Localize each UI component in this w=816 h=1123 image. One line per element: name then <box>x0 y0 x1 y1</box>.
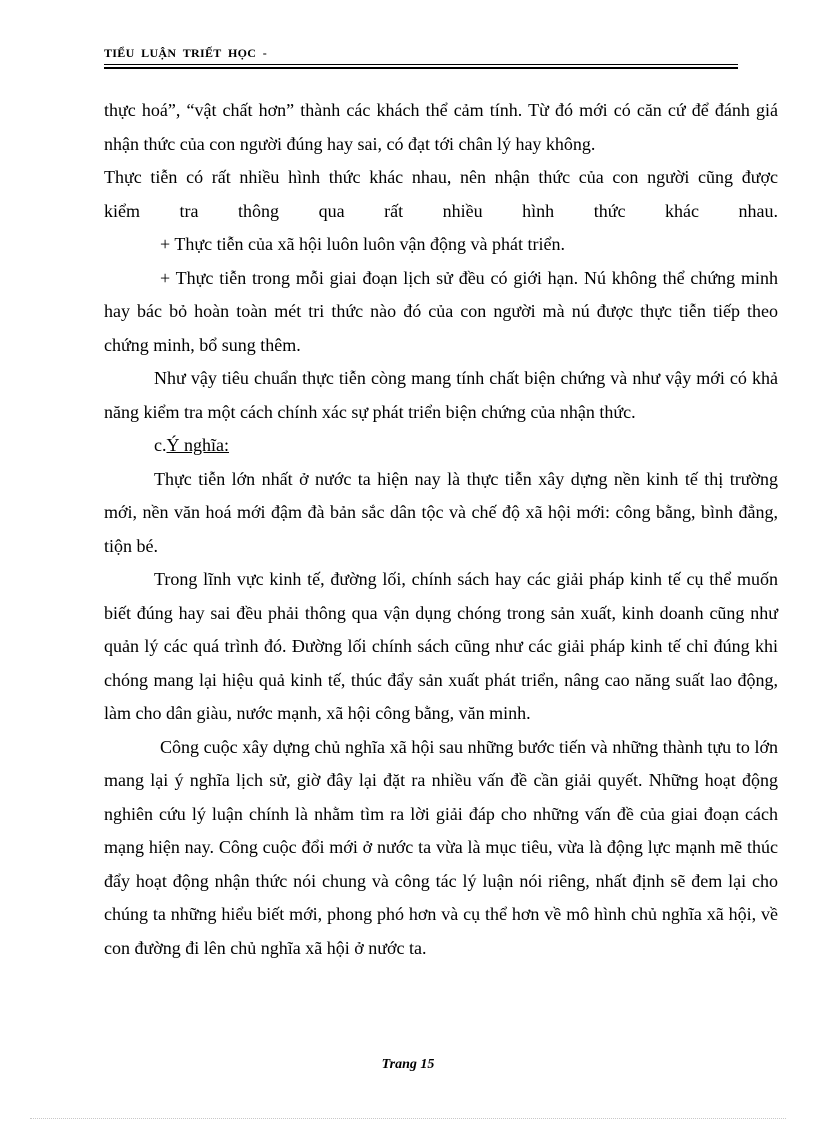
header-rule-thin <box>104 64 738 65</box>
document-body <box>104 94 778 965</box>
paragraph-5: + Thực tiễn trong mỗi giai đoạn lịch sử đều có giới hạn. Nú không thể chứng minh hay bác bỏ hoàn toàn mét tri thức nào đó của con người mà nú được thực tiễn tiếp theo chứng minh, bổ sung thêm. <box>104 267 778 355</box>
page-number: Trang 15 <box>381 1057 435 1072</box>
paragraph-9: Công cuộc xây dựng chủ nghĩa xã hội sau những bước tiến và những thành tựu to lớn mang lại ý nghĩa lịch sử, giờ đây lại đặt ra nhiều vấn đề cần giải quyết. Những hoạt động nghiên cứu lý luận chính là nhằm tìm ra lời giải đáp cho những vấn đề của giai đoạn cách mạng hiện nay. Công cuộc đổi mới ở nước ta vừa là mục tiêu, vừa là động lực mạnh mẽ thúc đẩy hoạt động nhận thức nói chung và công tác lý luận nói riêng, nhất định sẽ đem lại cho chúng ta những hiểu biết mới, phong phó hơn và cụ thể hơn về mô hình chủ nghĩa xã hội, về con đường đi lên chủ nghĩa xã hội ở nước ta. <box>104 736 778 958</box>
section-heading <box>104 429 778 463</box>
paragraph-2: Thực tiễn có rất nhiều hình thức khác nhau, nên nhận thức của con người cũng được <box>104 167 778 187</box>
section-title: Ý nghĩa: <box>166 435 229 455</box>
paragraph-6: Như vậy tiêu chuẩn thực tiễn còng mang tính chất biện chứng và như vậy mới có khả năng kiểm tra một cách chính xác sự phát triển biện chứng của nhận thức. <box>104 368 778 422</box>
paragraph-7: Thực tiễn lớn nhất ở nước ta hiện nay là thực tiễn xây dựng nền kinh tế thị trường mới, nền văn hoá mới đậm đà bản sắc dân tộc và chế độ xã hội mới: công bằng, bình đẳng, tiộn bé. <box>104 468 778 556</box>
page-bottom-dotted-border <box>30 1118 786 1119</box>
paragraph-8: Trong lĩnh vực kinh tế, đường lối, chính sách hay các giải pháp kinh tế cụ thể muốn biết đúng hay sai đều phải thông qua vận dụng chóng trong sản xuất, kinh doanh cũng như quản lý các quá trình đó. Đường lối chính sách cũng như các giải pháp kinh tế chỉ đúng khi chóng mang lại hiệu quả kinh tế, thúc đẩy sản xuất phát triển, nâng cao năng suất lao động, làm cho dân giàu, nước mạnh, xã hội công bằng, văn minh. <box>104 569 778 723</box>
section-prefix: c. <box>154 435 167 455</box>
paragraph-4: + Thực tiễn của xã hội luôn luôn vận động và phát triển. <box>160 234 565 254</box>
running-header: TIỂU LUẬN TRIẾT HỌC - <box>104 46 268 60</box>
paragraph-3: kiểm tra thông qua rất nhiều hình thức khác nhau. <box>104 200 778 221</box>
paragraph-1: thực hoá”, “vật chất hơn” thành các khách thể cảm tính. Từ đó mới có căn cứ để đánh giá nhận thức của con người đúng hay sai, có đạt tới chân lý hay không. <box>104 100 778 154</box>
header-rule-thick <box>104 67 738 69</box>
